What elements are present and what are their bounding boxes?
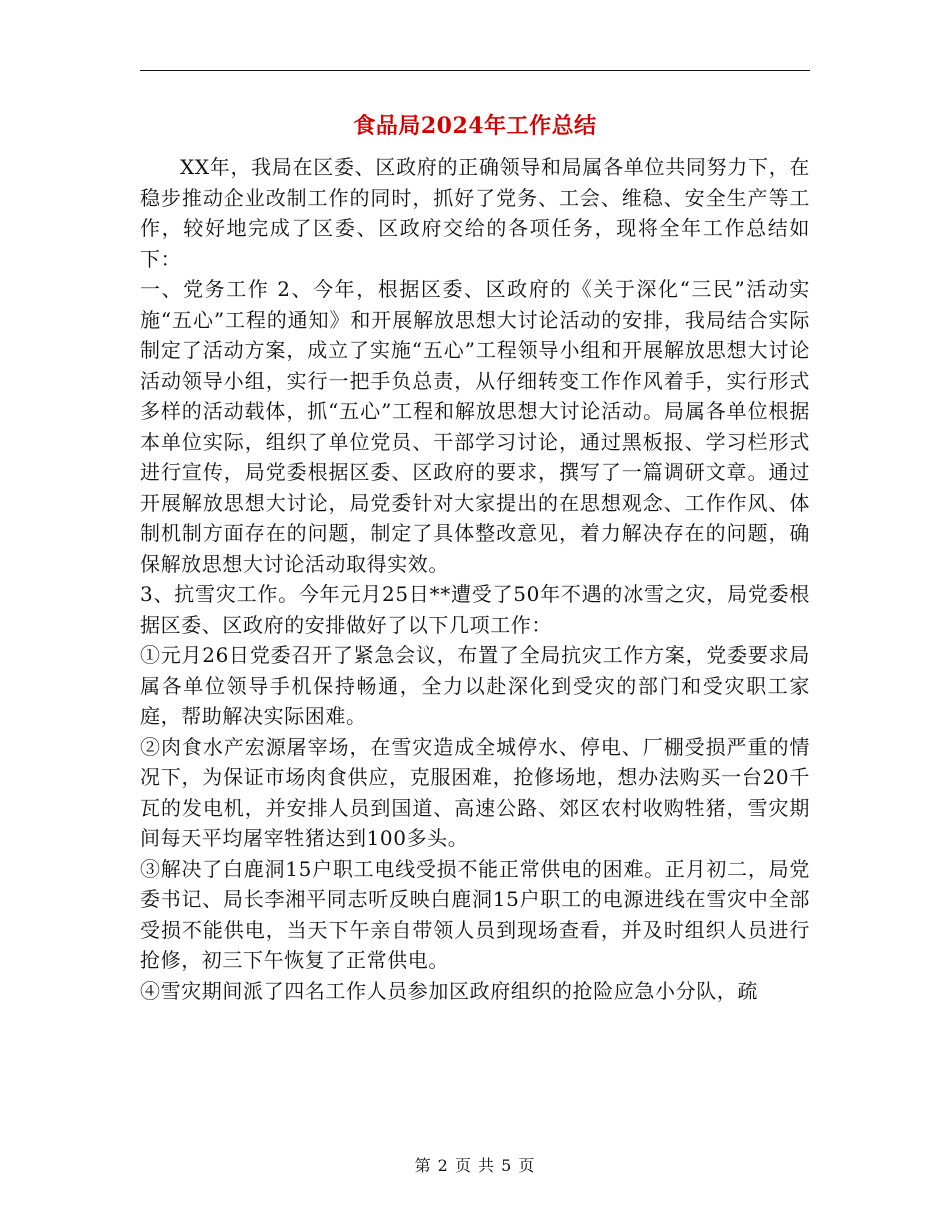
- paragraph-snow-disaster: 3、抗雪灾工作。今年元月25日**遭受了50年不遇的冰雪之灾，局党委根据区委、区政府的安排做好了以下几项工作：: [140, 582, 810, 637]
- document-body: [140, 152, 810, 1006]
- paragraph-party-work: 一、党务工作 2、今年，根据区委、区政府的《关于深化“三民”活动实施“五心”工程的通知》和开展解放思想大讨论活动的安排，我局结合实际制定了活动方案，成立了实施“五心”工程领导小组和开展解放思想大讨论活动领导小组，实行一把手负总责，从仔细转变工作作风着手，实行形式多样的活动载体，抓“五心”工程和解放思想大讨论活动。局属各单位根据本单位实际，组织了单位党员、干部学习讨论，通过黑板报、学习栏形式进行宣传，局党委根据区委、区政府的要求，撰写了一篇调研文章。通过开展解放思想大讨论，局党委针对大家提出的在思想观念、工作作风、体制机制方面存在的问题，制定了具体整改意见，着力解决存在的问题，确保解放思想大讨论活动取得实效。: [140, 277, 810, 576]
- document-title: 食品局2024年工作总结: [353, 113, 597, 139]
- paragraph-item-4: ④雪灾期间派了四名工作人员参加区政府组织的抢险应急小分队，疏: [140, 978, 758, 1003]
- paragraph-item-3: ③解决了白鹿洞15户职工电线受损不能正常供电的困难。正月初二，局党委书记、局长李湘平同志听反映白鹿洞15户职工的电源进线在雪灾中全部受损不能供电，当天下午亲自带领人员到现场查看，并及时组织人员进行抢修，初三下午恢复了正常供电。: [140, 856, 810, 972]
- header-rule: [140, 70, 810, 71]
- paragraph-item-1: ①元月26日党委召开了紧急会议，布置了全局抗灾工作方案，党委要求局属各单位领导手机保持畅通，全力以赴深化到受灾的部门和受灾职工家庭，帮助解决实际困难。: [140, 643, 810, 728]
- page-number-footer: 第 2 页 共 5 页: [414, 1156, 536, 1175]
- paragraph-intro: XX年，我局在区委、区政府的正确领导和局属各单位共同努力下，在稳步推动企业改制工作的同时，抓好了党务、工会、维稳、安全生产等工作，较好地完成了区委、区政府交给的各项任务，现将全年工作总结如下：: [140, 155, 810, 271]
- paragraph-item-2: ②肉食水产宏源屠宰场，在雪灾造成全城停水、停电、厂棚受损严重的情况下，为保证市场肉食供应，克服困难，抢修场地，想办法购买一台20千瓦的发电机，并安排人员到国道、高速公路、郊区农村收购牲猪，雪灾期间每天平均屠宰牲猪达到100多头。: [140, 734, 810, 850]
